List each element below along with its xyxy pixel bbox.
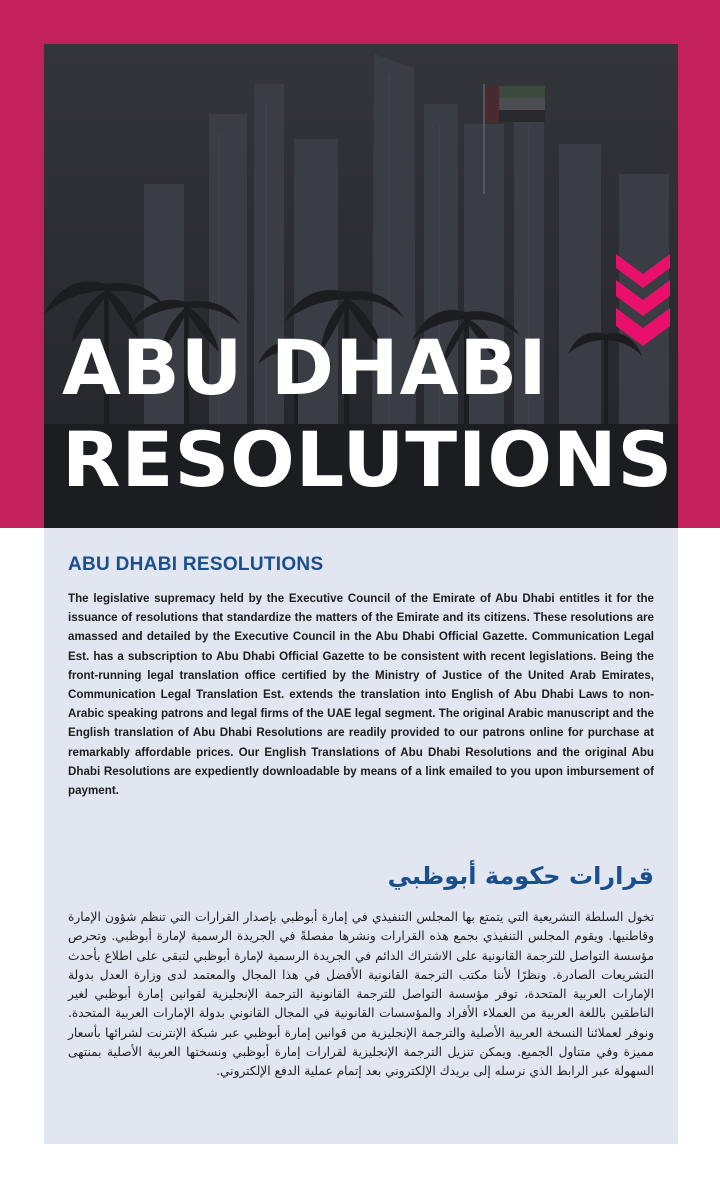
content-panel [44,528,678,1144]
hero-title-line1: ABU DHABI [62,323,548,412]
arabic-heading: قرارات حكومة أبوظبي [387,862,654,890]
arabic-body-text: تخول السلطة التشريعية التي يتمتع بها المجلس التنفيذي في إمارة أبوظبي بإصدار القرارات التي تنظم شؤون الإمارة وقاطنيها. ويقوم المجلس التنفيذي بجمع هذه القرارات ونشرها مفصلةً في الجريدة الرسمية لإمارة أبوظبي. وتحرص مؤسسة التواصل للترجمة القانونية على الاشتراك الدائم في الجريدة الرسمية لإمارة أبوظبي لتبقى على اطلاع بأحدث التشريعات الصادرة. ونظرًا لأننا مكتب الترجمة القانونية الأفضل في هذا المجال والمعتمد لدى وزارة العدل بدولة الإمارات العربية المتحدة، توفر مؤسسة التواصل للترجمة القانونية الترجمة الإنجليزية لقوانين إمارة أبوظبي لغير الناطقين باللغة العربية من العملاء الأفراد والمؤسسات القانونية في المجال القانوني بدولة الإمارات العربية المتحدة. ونوفر لعملائنا النسخة العربية الأصلية والترجمة الإنجليزية من قوانين إمارة أبوظبي عبر شبكة الإنترنت لشرائها بأسعار مميزة وفي متناول الجميع. ويمكن تنزيل الترجمة الإنجليزية لقرارات إمارة أبوظبي ونسختها العربية الأصلية بمنتهى السهولة عبر الرابط الذي نرسله إلى بريدك الإلكتروني بعد إتمام عملية الدفع الإلكتروني. [68,910,654,1079]
english-body-text: The legislative supremacy held by the Executive Council of the Emirate of Abu Dhabi entitles it for the issuance of resolutions that standardize the matters of the Emirate and its citizens. These resolutions are amassed and detailed by the Executive Council in the Abu Dhabi Official Gazette. Communication Legal Est. has a subscription to Abu Dhabi Official Gazette to be consistent with recent legislations. Being the front-running legal translation office certified by the Ministry of Justice of the United Arab Emirates, Communication Legal Translation Est. extends the translation into English of Abu Dhabi Laws to non-Arabic speaking patrons and legal firms of the UAE legal segment. The original Arabic manuscript and the English translation of Abu Dhabi Resolutions are readily provided to our patrons online for purchase at remarkably affordable prices. Our English Translations of Abu Dhabi Resolutions and the original Abu Dhabi Resolutions are expediently downloadable by means of a link emailed to you upon imbursement of payment. [68,592,654,798]
english-heading: ABU DHABI RESOLUTIONS [68,554,324,575]
hero-banner [44,44,678,528]
hero-title-line2: RESOLUTIONS [62,415,674,504]
hero-title [62,322,673,506]
